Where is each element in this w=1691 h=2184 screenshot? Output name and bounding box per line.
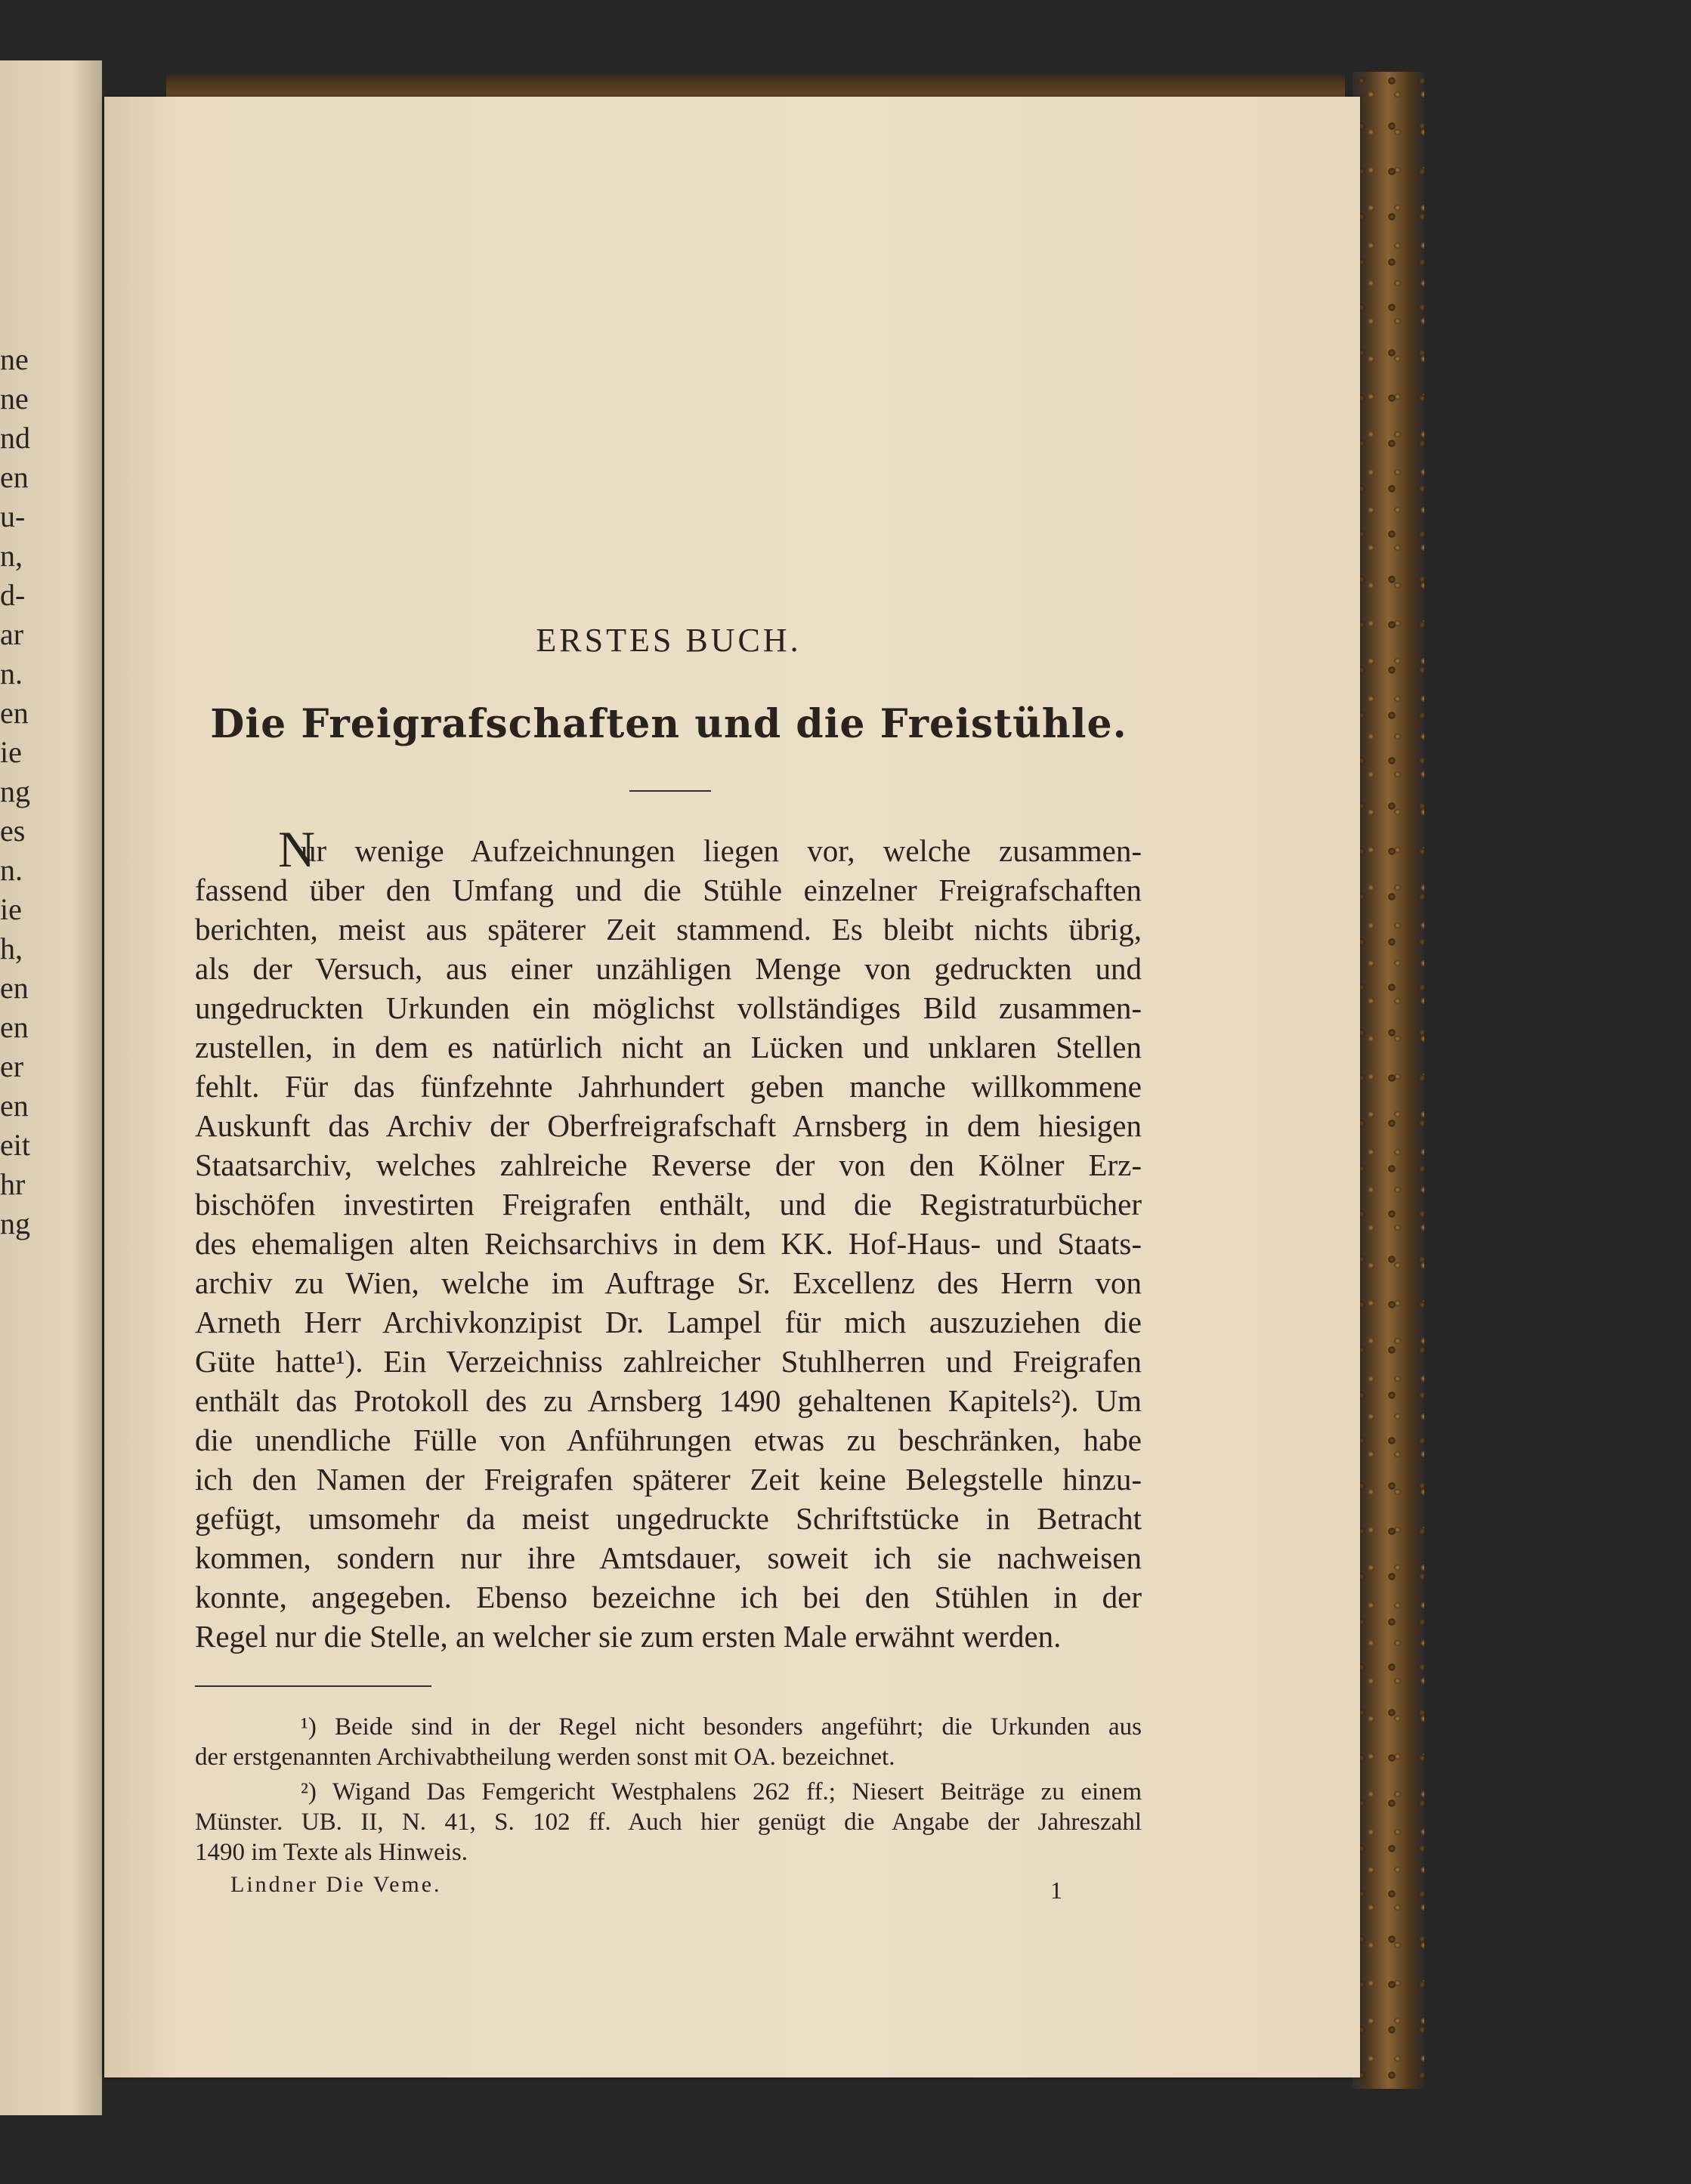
body-line: gefügt, umsomehr da meist ungedruckte Schriftstücke in Betracht [195, 1501, 1142, 1536]
body-line: ich den Namen der Freigrafen späterer Zeit keine Belegstelle hinzu- [195, 1462, 1142, 1497]
body-line: Staatsarchiv, welches zahlreiche Reverse der von den Kölner Erz- [195, 1148, 1142, 1182]
body-line: des ehemaligen alten Reichsarchivs in dem KK. Hof-Haus- und Staats- [195, 1226, 1142, 1261]
body-line: archiv zu Wien, welche im Auftrage Sr. Excellenz des Herrn von [195, 1265, 1142, 1300]
left-page-text-fragment: er [0, 1049, 24, 1083]
footnote-divider [195, 1685, 431, 1687]
left-page-text-fragment: ne [0, 342, 29, 376]
page-top-edge [166, 76, 1345, 98]
footer-signature: Lindner Die Veme. [230, 1872, 442, 1897]
left-page-text-fragment: en [0, 1089, 29, 1123]
body-line: fehlt. Für das fünfzehnte Jahrhundert geben manche willkommene [195, 1069, 1142, 1104]
body-line: ur wenige Aufzeichnungen liegen vor, welche zusammen- [301, 833, 1142, 868]
left-page-text-fragment: en [0, 696, 29, 730]
left-page-text-fragment: en [0, 460, 29, 494]
left-page-text-fragment: u- [0, 499, 26, 533]
body-line: bischöfen investirten Freigrafen enthält, und die Registraturbücher [195, 1187, 1142, 1222]
left-page-text-fragment: ng [0, 1206, 30, 1240]
title-divider [629, 790, 711, 792]
left-page-text-fragment: ne [0, 382, 29, 415]
chapter-title: Die Freigrafschaften und die Freistühle. [210, 701, 1127, 747]
left-page-text-fragment: en [0, 971, 29, 1005]
book-heading: ERSTES BUCH. [536, 622, 802, 659]
body-line: Arneth Herr Archivkonzipist Dr. Lampel für mich auszuziehen die [195, 1305, 1142, 1339]
left-page-text-fragment: n. [0, 853, 23, 887]
left-page-text-fragment: ie [0, 892, 22, 926]
left-page-text-fragment: eit [0, 1128, 30, 1162]
footnote-line: ¹) Beide sind in der Regel nicht besonders angeführt; die Urkunden aus [301, 1713, 1142, 1741]
body-line: als der Versuch, aus einer unzähligen Menge von gedruckten und [195, 951, 1142, 986]
body-line: berichten, meist aus späterer Zeit stammend. Es bleibt nichts übrig, [195, 912, 1142, 947]
left-page-text-fragment: hr [0, 1167, 26, 1201]
left-page-text-fragment: es [0, 814, 26, 848]
footnote-line: ²) Wigand Das Femgericht Westphalens 262 ff.; Niesert Beiträge zu einem [301, 1778, 1142, 1806]
left-page-text-fragment: ng [0, 774, 30, 808]
left-page-text-fragment: ie [0, 735, 22, 769]
left-page-text-fragment: n. [0, 656, 23, 690]
left-page-text-fragment: d- [0, 578, 26, 612]
book-cover-marbled-edge [1352, 72, 1424, 2089]
left-page [0, 60, 102, 2115]
body-line: Regel nur die Stelle, an welcher sie zum ersten Male erwähnt werden. [195, 1619, 1062, 1654]
drop-cap: N [278, 820, 316, 878]
body-line: kommen, sondern nur ihre Amtsdauer, soweit ich sie nachweisen [195, 1540, 1142, 1575]
body-line: ungedruckten Urkunden ein möglichst vollständiges Bild zusammen- [195, 990, 1142, 1025]
left-page-text-fragment: en [0, 1010, 29, 1044]
body-line: Güte hatte¹). Ein Verzeichniss zahlreicher Stuhlherren und Freigrafen [195, 1344, 1142, 1379]
body-line: die unendliche Fülle von Anführungen etwas zu beschränken, habe [195, 1423, 1142, 1457]
footnote-line: Münster. UB. II, N. 41, S. 102 ff. Auch hier genügt die Angabe der Jahreszahl [195, 1809, 1142, 1836]
body-line: enthält das Protokoll des zu Arnsberg 1490 gehaltenen Kapitels²). Um [195, 1383, 1142, 1418]
left-page-text-fragment: nd [0, 421, 30, 455]
page-number: 1 [1050, 1877, 1062, 1904]
body-line: Auskunft das Archiv der Oberfreigrafschaft Arnsberg in dem hiesigen [195, 1108, 1142, 1143]
left-page-text-fragment: ar [0, 617, 24, 651]
body-line: konnte, angegeben. Ebenso bezeichne ich bei den Stühlen in der [195, 1580, 1142, 1614]
body-line: zustellen, in dem es natürlich nicht an Lücken und unklaren Stellen [195, 1030, 1142, 1064]
body-line: fassend über den Umfang und die Stühle einzelner Freigrafschaften [195, 873, 1142, 907]
footnote-line: der erstgenannten Archivabtheilung werden sonst mit OA. bezeichnet. [195, 1744, 895, 1771]
left-page-text-fragment: n, [0, 539, 23, 573]
left-page-text-fragment: h, [0, 931, 23, 965]
footnote-line: 1490 im Texte als Hinweis. [195, 1839, 468, 1866]
